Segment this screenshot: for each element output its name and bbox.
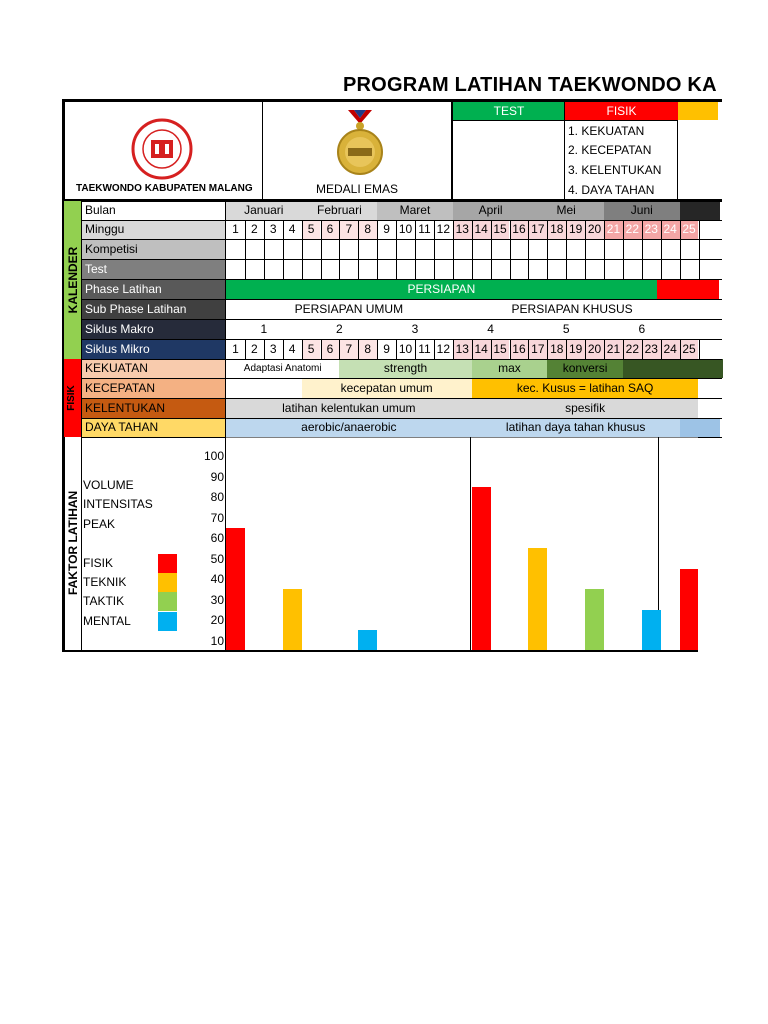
week-21: 21: [604, 220, 623, 239]
phase-value: PERSIAPAN: [226, 279, 657, 299]
row-label-makro: Siklus Makro: [82, 319, 226, 339]
test-cell: [264, 259, 283, 279]
mikro-1: 1: [226, 339, 245, 359]
y-tick-50: 50: [210, 551, 224, 566]
kompetisi-cell: [396, 239, 415, 259]
week-12: 12: [434, 220, 453, 239]
kompetisi-cell: [547, 239, 566, 259]
week-11: 11: [415, 220, 434, 239]
mikro-6: 6: [321, 339, 340, 359]
row-label-kelentukan: KELENTUKAN: [82, 398, 226, 418]
mikro-10: 10: [396, 339, 415, 359]
mikro-20: 20: [585, 339, 604, 359]
section-fisik-label: FISIK: [66, 385, 77, 411]
dayatahan-extra: [680, 418, 720, 437]
test-cell: [623, 259, 642, 279]
test-cell: [377, 259, 396, 279]
mikro-19: 19: [566, 339, 585, 359]
subphase-umum: PERSIAPAN UMUM: [226, 299, 472, 319]
kompetisi-cell: [226, 239, 245, 259]
kompetisi-cell: [283, 239, 302, 259]
makro-5: 5: [528, 319, 604, 339]
row-label-subphase: Sub Phase Latihan: [82, 299, 226, 319]
mikro-14: 14: [472, 339, 491, 359]
test-cell: [491, 259, 510, 279]
bar-fisik-week-14: [472, 487, 491, 651]
kompetisi-cell: [604, 239, 623, 259]
mikro-2: 2: [245, 339, 264, 359]
month-4: April: [453, 201, 529, 220]
mikro-3: 3: [264, 339, 283, 359]
y-tick-40: 40: [210, 572, 224, 587]
kompetisi-cell: [358, 239, 377, 259]
bar-mental-week-8: [358, 630, 377, 651]
week-22: 22: [623, 220, 642, 239]
row-label-kecepatan: KECEPATAN: [82, 378, 226, 398]
week-6: 6: [321, 220, 340, 239]
kekuatan-strength: strength: [339, 359, 471, 378]
fisik-item-1: 1. KEKUATAN: [568, 124, 645, 138]
dayatahan-umum: aerobic/anaerobic: [226, 418, 472, 437]
test-cell: [661, 259, 680, 279]
week-2: 2: [245, 220, 264, 239]
row-label-mikro: Siklus Mikro: [82, 339, 226, 359]
test-cell: [680, 259, 699, 279]
gold-medal-icon: [334, 108, 386, 178]
test-cell: [226, 259, 245, 279]
bar-fisik-week-1: [226, 528, 245, 651]
kompetisi-cell: [264, 239, 283, 259]
factor-label-intensitas: INTENSITAS: [83, 497, 153, 511]
kompetisi-cell: [377, 239, 396, 259]
mikro-25: 25: [680, 339, 699, 359]
month-1: Januari: [226, 201, 302, 220]
y-tick-80: 80: [210, 490, 224, 505]
logo-mid-caption: MEDALI EMAS: [316, 182, 399, 196]
y-tick-20: 20: [210, 613, 224, 628]
test-cell: [245, 259, 264, 279]
week-17: 17: [528, 220, 547, 239]
mikro-24: 24: [661, 339, 680, 359]
mikro-16: 16: [510, 339, 529, 359]
week-20: 20: [585, 220, 604, 239]
kelentukan-umum: latihan kelentukan umum: [226, 398, 472, 418]
kompetisi-cell: [434, 239, 453, 259]
y-tick-60: 60: [210, 531, 224, 546]
legend-label-teknik: TEKNIK: [83, 575, 127, 589]
kompetisi-cell: [642, 239, 661, 259]
week-16: 16: [510, 220, 529, 239]
y-tick-90: 90: [210, 469, 224, 484]
section-kalender-label: KALENDER: [66, 246, 80, 314]
kecepatan-khusus: kec. Kusus = latihan SAQ: [472, 378, 699, 398]
legend-swatch-mental: [158, 612, 177, 631]
kompetisi-cell: [321, 239, 340, 259]
kecepatan-umum: kecepatan umum: [302, 378, 472, 398]
kompetisi-cell: [623, 239, 642, 259]
test-cell: [642, 259, 661, 279]
month-5: Mei: [528, 201, 604, 220]
test-cell: [566, 259, 585, 279]
bar-fisik-week-25: [680, 569, 699, 651]
week-8: 8: [358, 220, 377, 239]
factor-label-peak: PEAK: [83, 517, 116, 531]
fisik-item-3: 3. KELENTUKAN: [568, 163, 662, 177]
week-3: 3: [264, 220, 283, 239]
kekuatan-max: max: [472, 359, 548, 378]
week-4: 4: [283, 220, 302, 239]
month-6: Juni: [604, 201, 680, 220]
week-18: 18: [547, 220, 566, 239]
test-cell: [528, 259, 547, 279]
mikro-11: 11: [415, 339, 434, 359]
test-cell: [321, 259, 340, 279]
week-7: 7: [339, 220, 358, 239]
test-cell: [434, 259, 453, 279]
bar-mental-week-23: [642, 610, 661, 651]
y-tick-10: 10: [210, 633, 224, 648]
kompetisi-cell: [661, 239, 680, 259]
page-title: PROGRAM LATIHAN TAEKWONDO KA: [343, 74, 717, 96]
makro-3: 3: [377, 319, 453, 339]
legend-label-fisik: FISIK: [83, 556, 114, 570]
row-label-test: Test: [82, 259, 226, 279]
mikro-4: 4: [283, 339, 302, 359]
mikro-23: 23: [642, 339, 661, 359]
bar-taktik-week-20: [585, 589, 604, 651]
logo-left-caption: TAEKWONDO KABUPATEN MALANG: [76, 183, 253, 194]
test-cell: [604, 259, 623, 279]
phase-extra: [657, 279, 719, 299]
mikro-12: 12: [434, 339, 453, 359]
y-tick-100: 100: [203, 449, 224, 463]
kompetisi-cell: [453, 239, 472, 259]
week-10: 10: [396, 220, 415, 239]
test-cell: [585, 259, 604, 279]
week-23: 23: [642, 220, 661, 239]
week-5: 5: [302, 220, 321, 239]
mikro-18: 18: [547, 339, 566, 359]
week-13: 13: [453, 220, 472, 239]
kompetisi-cell: [245, 239, 264, 259]
kompetisi-cell: [415, 239, 434, 259]
test-cell: [510, 259, 529, 279]
month-extra: [680, 201, 720, 220]
kompetisi-cell: [339, 239, 358, 259]
row-label-kompetisi: Kompetisi: [82, 239, 226, 259]
test-cell: [472, 259, 491, 279]
test-cell: [547, 259, 566, 279]
dayatahan-khusus: latihan daya tahan khusus: [472, 418, 680, 437]
kompetisi-cell: [585, 239, 604, 259]
fisik-item-4: 4. DAYA TAHAN: [568, 183, 655, 197]
y-tick-30: 30: [210, 592, 224, 607]
factor-label-volume: VOLUME: [83, 478, 134, 492]
row-label-phase: Phase Latihan: [82, 279, 226, 299]
test-cell: [415, 259, 434, 279]
week-25: 25: [680, 220, 699, 239]
test-cell: [358, 259, 377, 279]
legend-label-taktik: TAKTIK: [83, 594, 125, 608]
test-cell: [302, 259, 321, 279]
section-faktor-label: FAKTOR LATIHAN: [66, 490, 80, 595]
week-14: 14: [472, 220, 491, 239]
legend-swatch-teknik: [158, 573, 177, 592]
kompetisi-cell: [566, 239, 585, 259]
bar-teknik-week-17: [528, 548, 547, 651]
legend-label-mental: MENTAL: [83, 614, 131, 628]
bar-teknik-week-4: [283, 589, 302, 651]
header-accent: [678, 102, 718, 120]
kompetisi-cell: [491, 239, 510, 259]
week-24: 24: [661, 220, 680, 239]
mikro-17: 17: [528, 339, 547, 359]
makro-4: 4: [453, 319, 529, 339]
kekuatan-extra: [623, 359, 723, 378]
kompetisi-cell: [302, 239, 321, 259]
month-2: Februari: [302, 201, 378, 220]
test-cell: [283, 259, 302, 279]
mikro-13: 13: [453, 339, 472, 359]
week-15: 15: [491, 220, 510, 239]
makro-2: 2: [302, 319, 378, 339]
kompetisi-cell: [680, 239, 699, 259]
week-1: 1: [226, 220, 245, 239]
fisik-item-2: 2. KECEPATAN: [568, 143, 652, 157]
test-cell: [339, 259, 358, 279]
kekuatan-adaptasi: Adaptasi Anatomi: [226, 359, 339, 378]
subphase-khusus: PERSIAPAN KHUSUS: [472, 299, 673, 319]
makro-1: 1: [226, 319, 302, 339]
kompetisi-cell: [528, 239, 547, 259]
mikro-15: 15: [491, 339, 510, 359]
mikro-7: 7: [339, 339, 358, 359]
mikro-21: 21: [604, 339, 623, 359]
row-label-kekuatan: KEKUATAN: [82, 359, 226, 378]
taekwondo-indonesia-logo: [131, 118, 193, 180]
mikro-22: 22: [623, 339, 642, 359]
fisik-header: FISIK: [565, 102, 678, 120]
kekuatan-konversi: konversi: [547, 359, 623, 378]
month-3: Maret: [377, 201, 453, 220]
kompetisi-cell: [510, 239, 529, 259]
y-tick-70: 70: [210, 510, 224, 525]
week-9: 9: [377, 220, 396, 239]
week-19: 19: [566, 220, 585, 239]
legend-swatch-taktik: [158, 592, 177, 611]
row-label-bulan: Bulan: [82, 201, 226, 220]
test-cell: [396, 259, 415, 279]
mikro-8: 8: [358, 339, 377, 359]
makro-6: 6: [604, 319, 680, 339]
legend-swatch-fisik: [158, 554, 177, 573]
test-header: TEST: [453, 102, 565, 120]
mikro-5: 5: [302, 339, 321, 359]
row-label-dayatahan: DAYA TAHAN: [82, 418, 226, 437]
mikro-9: 9: [377, 339, 396, 359]
row-label-minggu: Minggu: [82, 220, 226, 239]
test-cell: [453, 259, 472, 279]
kelentukan-spesifik: spesifik: [472, 398, 699, 418]
kompetisi-cell: [472, 239, 491, 259]
